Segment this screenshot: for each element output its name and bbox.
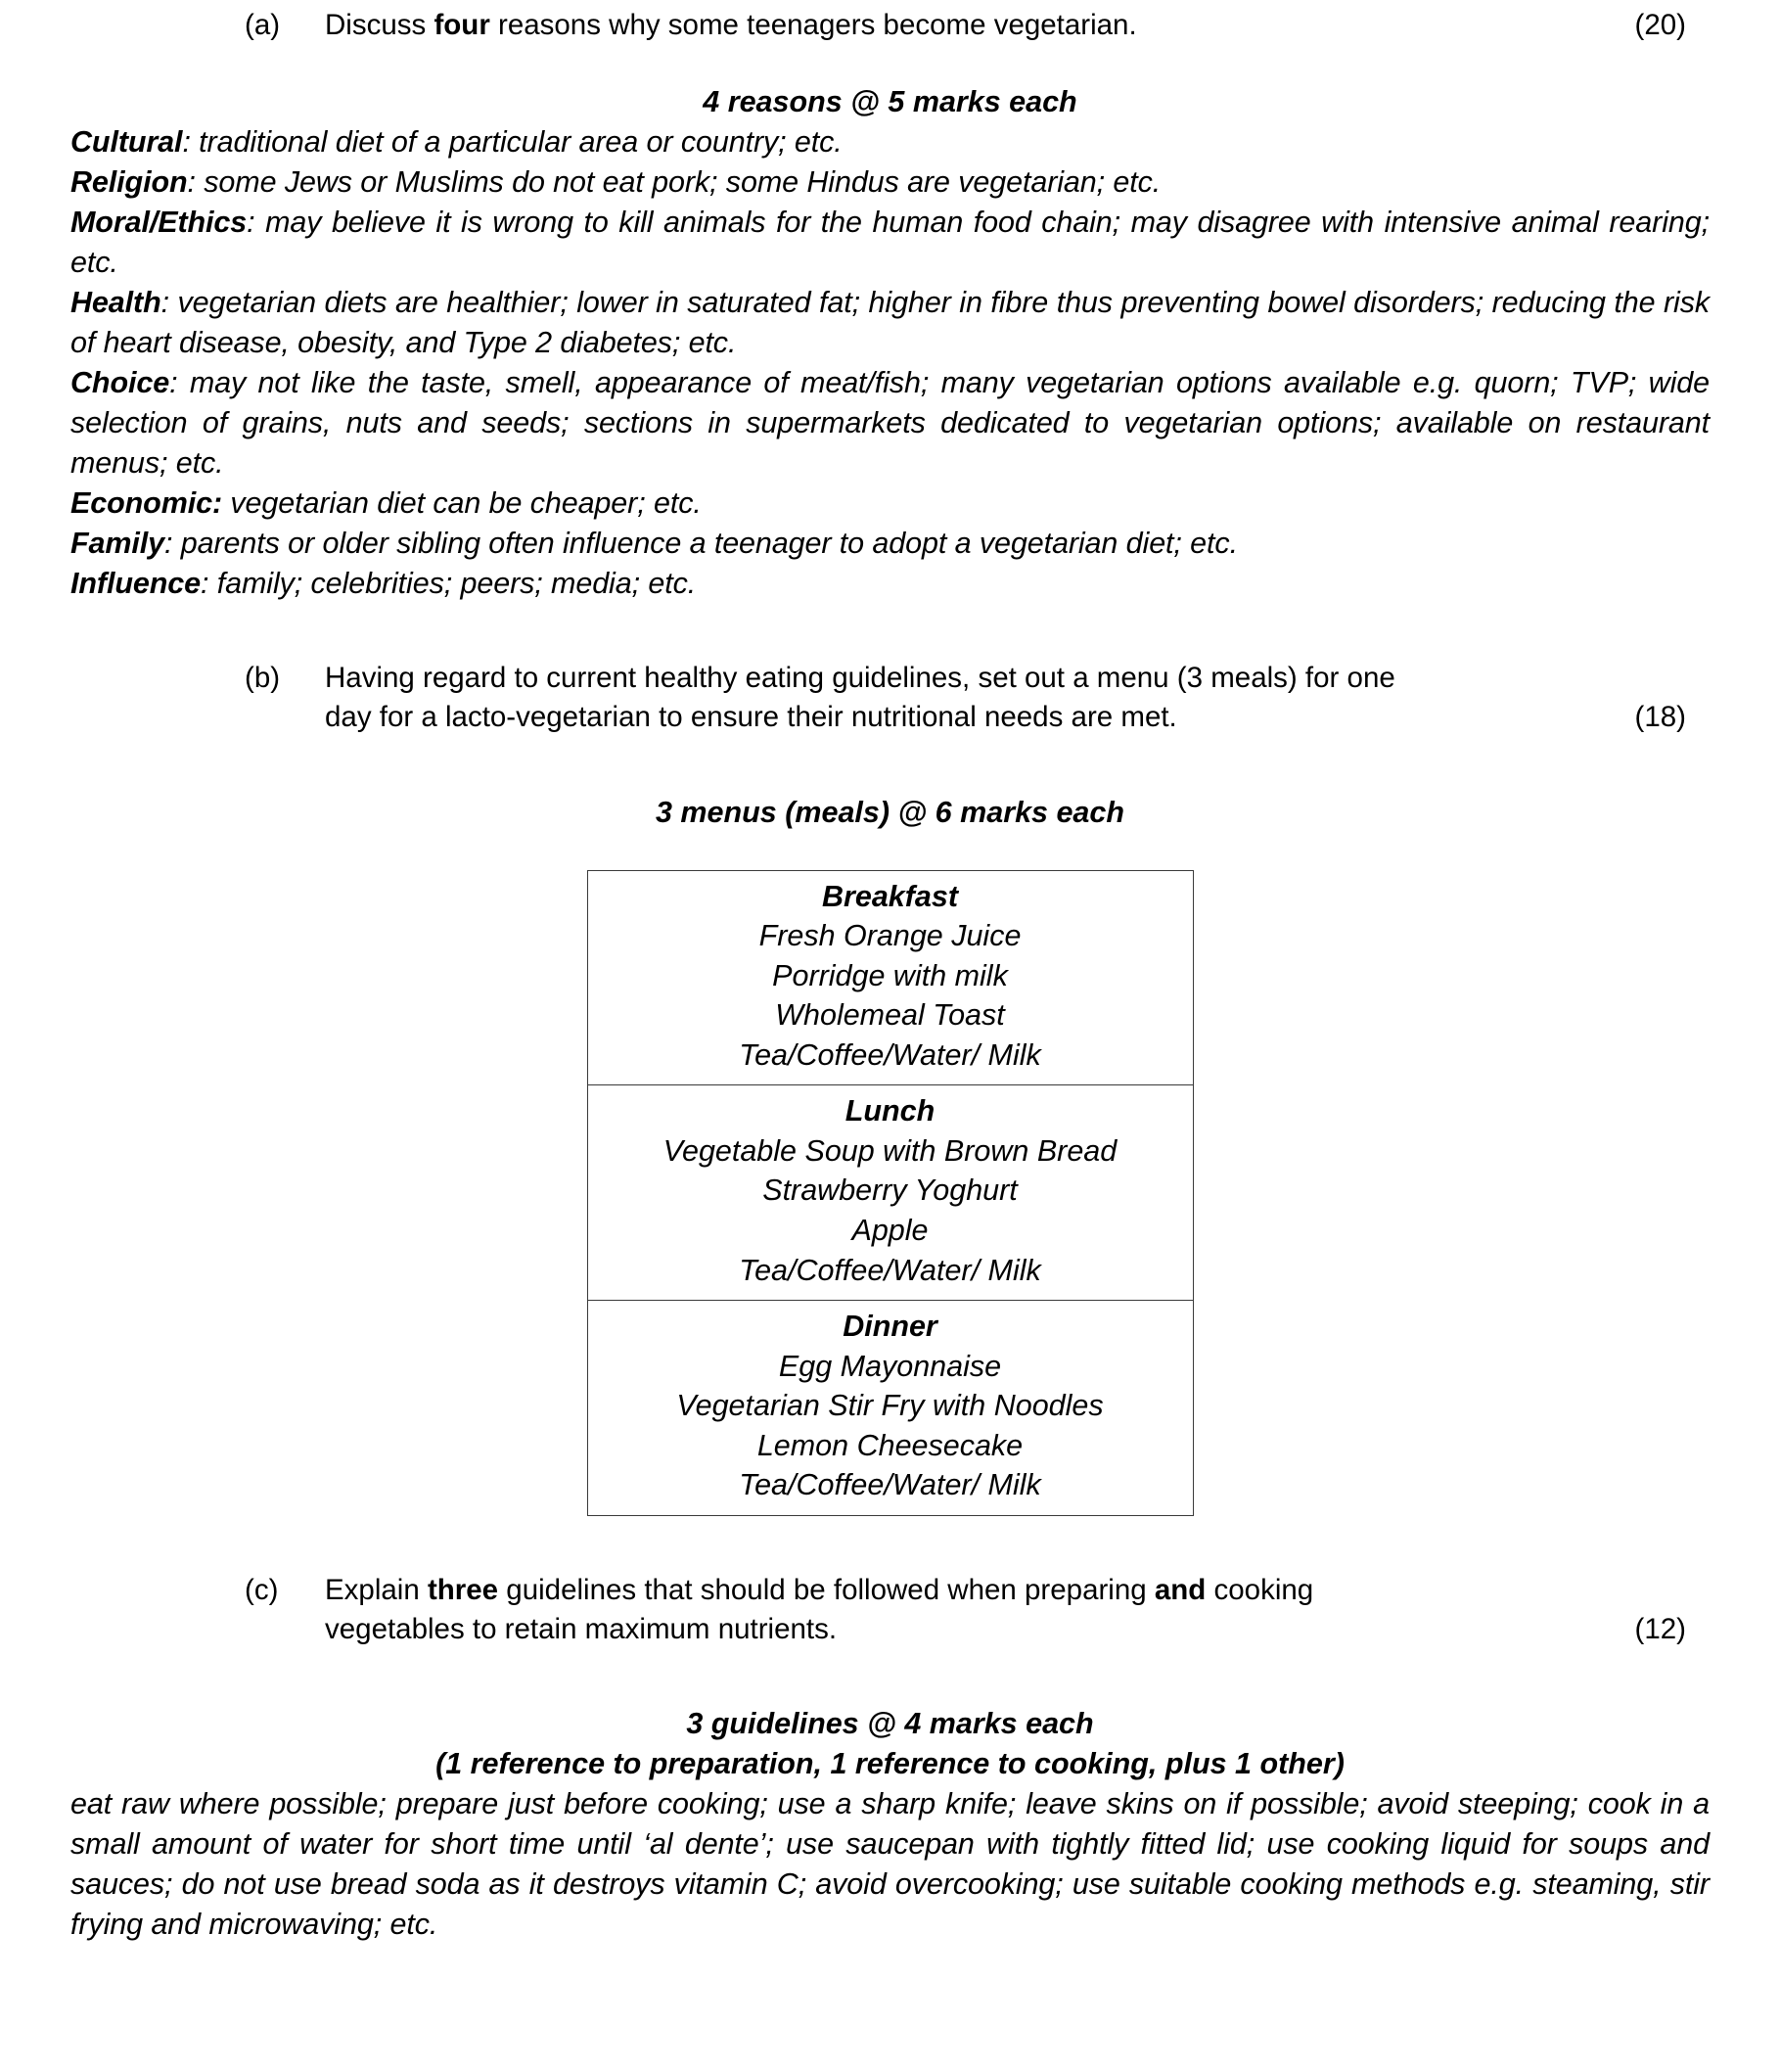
spacer	[70, 1516, 1710, 1571]
reason-influence-text: : family; celebrities; peers; media; etc.	[200, 567, 697, 601]
question-a-marks: (20)	[1634, 9, 1686, 41]
meal-title-lunch: Lunch	[844, 1094, 936, 1128]
meal-item: Tea/Coffee/Water/ Milk	[739, 1468, 1041, 1502]
question-c-line-1	[325, 1571, 1696, 1610]
meal-item: Lemon Cheesecake	[756, 1428, 1024, 1462]
reason-family-lead: Family	[70, 527, 165, 561]
question-b-marks: (18)	[1634, 701, 1686, 734]
question-b-line-1: Having regard to current healthy eating guidelines, set out a menu (3 meals) for one	[325, 662, 1395, 695]
question-c-line-2: vegetables to retain maximum nutrients.	[325, 1613, 838, 1646]
reason-economic	[70, 483, 1710, 524]
reason-cultural-text: : traditional diet of a particular area or country; etc.	[182, 125, 843, 160]
table-row	[587, 870, 1193, 1085]
question-b	[70, 659, 1710, 737]
reason-health	[70, 283, 1710, 363]
question-a-text-post: reasons why some teenagers become vegetarian.	[489, 9, 1137, 41]
reason-religion-lead: Religion	[70, 165, 188, 200]
part-c-allocation-subheading: (1 reference to preparation, 1 reference to cooking, plus 1 other)	[435, 1747, 1345, 1781]
question-a-label: (a)	[245, 9, 281, 41]
question-c-text-tail: cooking	[1206, 1573, 1314, 1606]
reason-family	[70, 524, 1710, 564]
reason-influence-lead: Influence	[70, 567, 201, 601]
reason-moral-ethics-text: : may believe it is wrong to kill animals for the human food chain; may disagree with intensive animal rearing; etc.	[70, 206, 1710, 280]
menu-cell-lunch	[587, 1085, 1193, 1301]
question-a-text-pre: Discuss	[325, 9, 434, 41]
part-b-allocation-heading: 3 menus (meals) @ 6 marks each	[655, 795, 1124, 829]
meal-item: Porridge with milk	[772, 958, 1008, 992]
question-c-marks: (12)	[1634, 1612, 1686, 1645]
meal-item: Tea/Coffee/Water/ Milk	[739, 1253, 1041, 1287]
spacer	[70, 833, 1710, 870]
spacer	[70, 604, 1710, 659]
reason-moral-ethics-lead: Moral/Ethics	[70, 206, 248, 240]
menu-table	[587, 870, 1194, 1516]
reason-health-lead: Health	[70, 286, 161, 320]
question-a-text-bold: four	[434, 9, 490, 41]
question-c	[70, 1571, 1710, 1649]
menu-table-wrapper	[70, 870, 1710, 1516]
menu-cell-dinner	[587, 1301, 1193, 1516]
question-c-text-bold: three	[427, 1573, 499, 1606]
part-c-allocation-heading: 3 guidelines @ 4 marks each	[686, 1707, 1094, 1741]
meal-title-breakfast: Breakfast	[821, 879, 959, 913]
spacer	[70, 45, 1710, 82]
part-c-body: eat raw where possible; prepare just before cooking; use a sharp knife; leave skins on if possible; avoid steeping; cook in a small amount of water for short time until ‘al dente’; use saucepan with tightly fitted lid; use cooking liquid for soups and sauces; do not use bread soda as it destroys vitamin C; avoid overcooking; use suitable cooking methods e.g. steaming, stir frying and microwaving; etc.	[70, 1787, 1710, 1942]
question-c-text-post: guidelines that should be followed when preparing	[498, 1573, 1155, 1606]
question-b-body	[325, 659, 1710, 737]
reason-choice	[70, 363, 1710, 483]
meal-title-dinner: Dinner	[843, 1310, 937, 1344]
question-c-text-bold-and: and	[1154, 1573, 1207, 1606]
reason-economic-text: vegetarian diet can be cheaper; etc.	[222, 486, 702, 521]
question-b-label: (b)	[245, 662, 281, 695]
question-b-line-2: day for a lacto-vegetarian to ensure their nutritional needs are met.	[325, 701, 1177, 734]
part-a-allocation-heading: 4 reasons @ 5 marks each	[703, 85, 1077, 119]
reason-economic-lead: Economic:	[70, 486, 223, 521]
question-a	[70, 6, 1710, 45]
meal-item: Fresh Orange Juice	[758, 919, 1022, 953]
spacer	[70, 738, 1710, 793]
meal-item: Apple	[851, 1214, 929, 1248]
meal-item: Wholemeal Toast	[775, 998, 1005, 1033]
reason-choice-text: : may not like the taste, smell, appearance of meat/fish; many vegetarian options available e.g. quorn; TVP; wide selection of grains, nuts and seeds; sections in supermarkets dedicated to vegetarian options; available on restaurant menus; etc.	[70, 366, 1710, 481]
reason-influence	[70, 564, 1710, 604]
meal-item: Vegetarian Stir Fry with Noodles	[676, 1389, 1104, 1423]
meal-item: Egg Mayonnaise	[778, 1349, 1002, 1383]
question-c-text-pre: Explain	[325, 1573, 428, 1606]
meal-item: Strawberry Yoghurt	[762, 1174, 1018, 1208]
meal-item: Tea/Coffee/Water/ Milk	[739, 1037, 1041, 1072]
table-row	[587, 1085, 1193, 1301]
question-c-body	[325, 1571, 1710, 1649]
reason-choice-lead: Choice	[70, 366, 170, 400]
reason-cultural	[70, 122, 1710, 162]
menu-cell-breakfast	[587, 870, 1193, 1085]
reason-religion	[70, 162, 1710, 203]
question-a-line-1	[325, 6, 1696, 45]
meal-item: Vegetable Soup with Brown Bread	[662, 1133, 1118, 1168]
question-a-body	[325, 6, 1710, 45]
reason-religion-text: : some Jews or Muslims do not eat pork; some Hindus are vegetarian; etc.	[187, 165, 1162, 200]
reason-health-text: : vegetarian diets are healthier; lower in saturated fat; higher in fibre thus preventing bowel disorders; reducing the risk of heart disease, obesity, and Type 2 diabetes; etc.	[70, 286, 1710, 360]
reason-cultural-lead: Cultural	[70, 125, 183, 160]
table-row	[587, 1301, 1193, 1516]
reason-moral-ethics	[70, 203, 1710, 283]
reason-family-text: : parents or older sibling often influence a teenager to adopt a vegetarian diet; etc.	[164, 527, 1238, 561]
question-c-label: (c)	[245, 1573, 279, 1606]
spacer	[70, 1649, 1710, 1704]
